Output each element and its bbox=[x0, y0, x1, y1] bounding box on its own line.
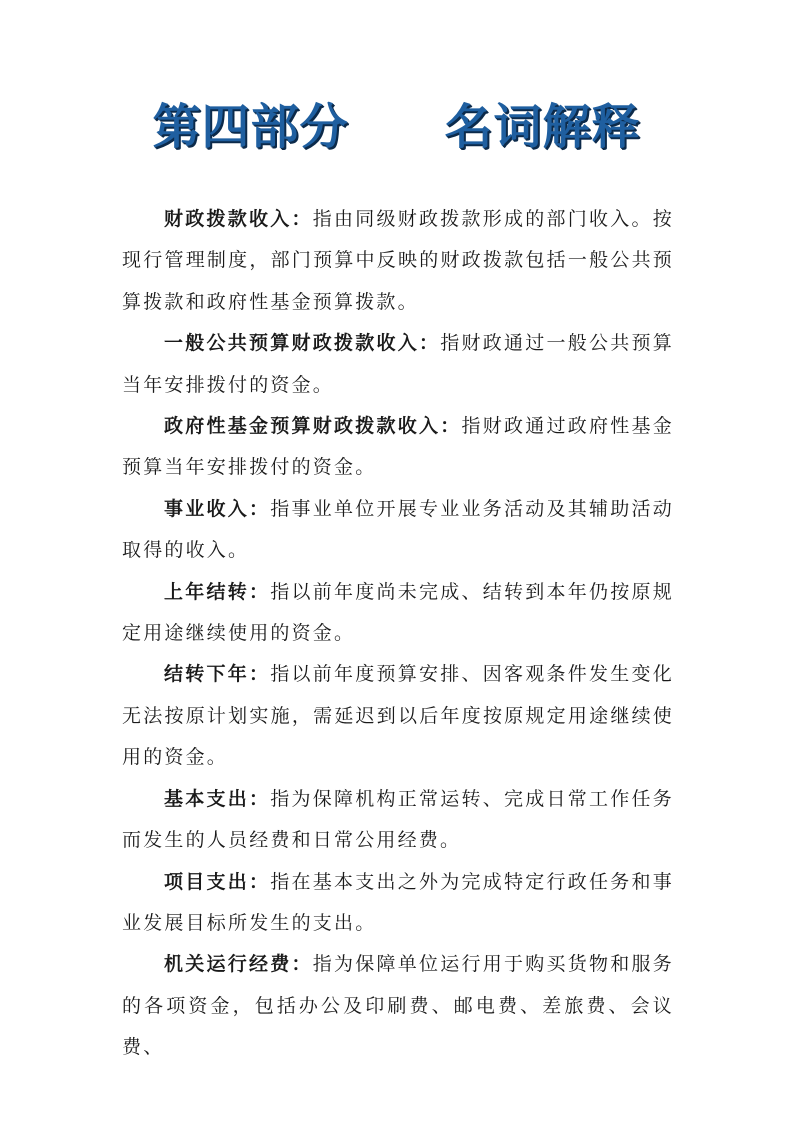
definition-text: 指财政通过政府性基金预算当年安排拨付的资金。 bbox=[122, 415, 674, 479]
definition-term: 事业收入： bbox=[164, 497, 271, 520]
definition-text: 指财政通过一般公共预算当年安排拨付的资金。 bbox=[122, 332, 674, 396]
title-part: 第四部分 bbox=[152, 99, 349, 155]
definition-paragraph bbox=[122, 779, 674, 862]
definition-paragraph bbox=[122, 489, 674, 572]
definition-paragraph bbox=[122, 572, 674, 655]
definition-term: 基本支出： bbox=[164, 787, 271, 810]
definition-text: 指以前年度尚未完成、结转到本年仍按原规定用途继续使用的资金。 bbox=[122, 580, 674, 645]
definition-term: 项目支出： bbox=[164, 870, 271, 893]
definition-term: 上年结转： bbox=[164, 580, 271, 603]
definition-term: 一般公共预算财政拨款收入： bbox=[164, 332, 441, 355]
definition-paragraph bbox=[122, 323, 674, 406]
definition-term: 结转下年： bbox=[164, 663, 271, 686]
definition-text: 指为保障机构正常运转、完成日常工作任务而发生的人员经费和日常公用经费。 bbox=[122, 787, 674, 852]
definition-paragraph bbox=[122, 199, 674, 323]
page-title bbox=[0, 94, 793, 160]
definition-paragraph bbox=[122, 406, 674, 489]
definition-paragraph bbox=[122, 944, 674, 1068]
definition-text: 指由同级财政拨款形成的部门收入。按现行管理制度，部门预算中反映的财政拨款包括一般公共预算拨款和政府性基金预算拨款。 bbox=[122, 208, 674, 313]
definition-term: 财政拨款收入： bbox=[164, 208, 313, 230]
definition-paragraph bbox=[122, 862, 674, 945]
title-name: 名词解释 bbox=[444, 99, 641, 155]
definitions-body bbox=[122, 199, 674, 1069]
definition-text: 指为保障单位运行用于购买货物和服务的各项资金，包括办公及印刷费、邮电费、差旅费、会议费、 bbox=[122, 953, 674, 1059]
definition-term: 政府性基金预算财政拨款收入： bbox=[164, 415, 462, 438]
definition-term: 机关运行经费： bbox=[164, 953, 313, 976]
definition-paragraph bbox=[122, 654, 674, 778]
definition-text: 指在基本支出之外为完成特定行政任务和事业发展目标所发生的支出。 bbox=[122, 870, 674, 934]
definition-text: 指事业单位开展专业业务活动及其辅助活动取得的收入。 bbox=[122, 497, 674, 562]
definition-text: 指以前年度预算安排、因客观条件发生变化无法按原计划实施，需延迟到以后年度按原规定用途继续使用的资金。 bbox=[122, 663, 674, 769]
